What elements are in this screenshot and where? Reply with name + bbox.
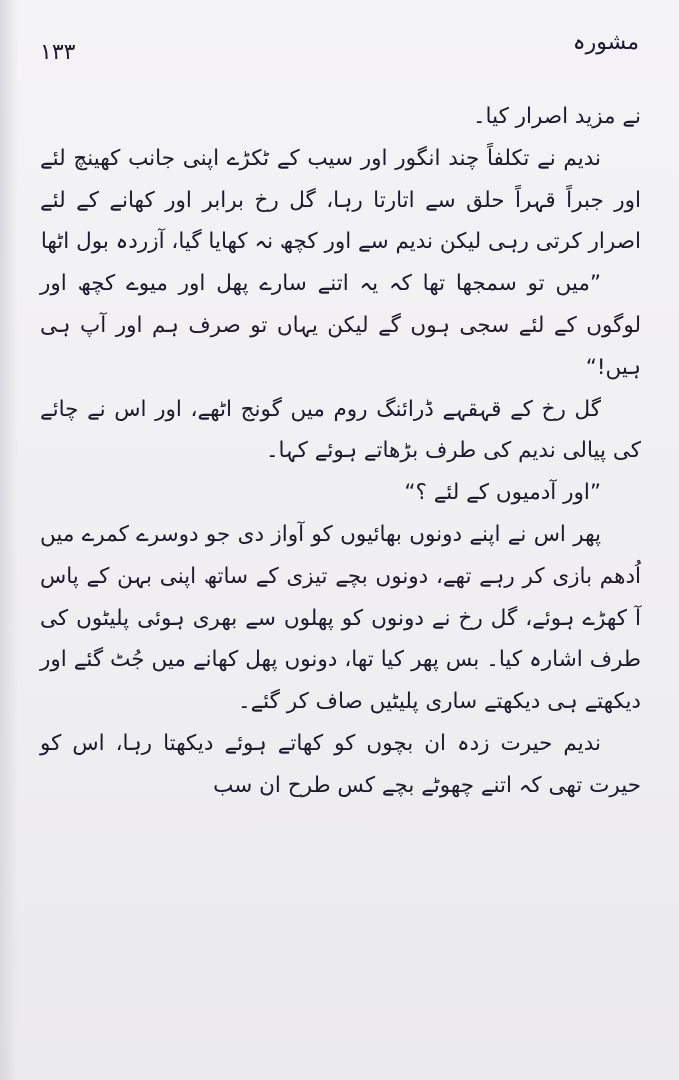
paragraph: نے مزید اصرار کیا۔	[472, 104, 641, 129]
body-text	[40, 96, 641, 807]
paragraph: ندیم حیرت زدہ ان بچوں کو کھاتے ہوئے دیکھتا رہا، اس کو حیرت تھی کہ اتنے چھوٹے بچے کس طرح ان سب	[40, 730, 641, 798]
paragraph: گل رخ کے قہقہے ڈرائنگ روم میں گونج اٹھے، اور اس نے چائے کی پیالی ندیم کی طرف بڑھاتے ہوئے کہا۔	[40, 396, 641, 464]
quoted-paragraph: ”اور آدمیوں کے لئے ؟“	[404, 480, 601, 506]
paragraph: پھر اس نے اپنے دونوں بھائیوں کو آواز دی جو دوسرے کمرے میں اُدھم بازی کر رہے تھے، دونوں بچے تیزی کے ساتھ اپنی بہن کے پاس آ کھڑے ہوئے، گل رخ نے دونوں کو پھلوں سے بھری ہوئی پلیٹوں کی طرف اشارہ کیا۔ بس پھر کیا تھا، دونوں پھل کھانے میں جُٹ گئے اور دیکھتے ہی دیکھتے ساری پلیٹیں صاف کر گئے۔	[40, 521, 641, 715]
quoted-paragraph: ”میں تو سمجھا تھا کہ یہ اتنے سارے پھل اور میوے کچھ اور لوگوں کے لئے سجی ہوں گے لیکن یہاں تو صرف ہم اور آپ ہی ہیں!“	[40, 271, 641, 380]
paragraph: ندیم نے تکلفاً چند انگور اور سیب کے ٹکڑے اپنی جانب کھینچ لئے اور جبراً قہراً حلق سے اتارتا رہا، گل رخ برابر اور کھانے کے لئے اصرار کرتی رہی لیکن ندیم سے اور کچھ نہ کھایا گیا، آزردہ بول اٹھا	[40, 145, 641, 255]
page-number: ۱۳۳	[40, 40, 76, 65]
running-title: مشورہ	[572, 30, 639, 55]
page-gutter-shadow	[0, 0, 18, 1080]
page-header	[40, 22, 639, 72]
